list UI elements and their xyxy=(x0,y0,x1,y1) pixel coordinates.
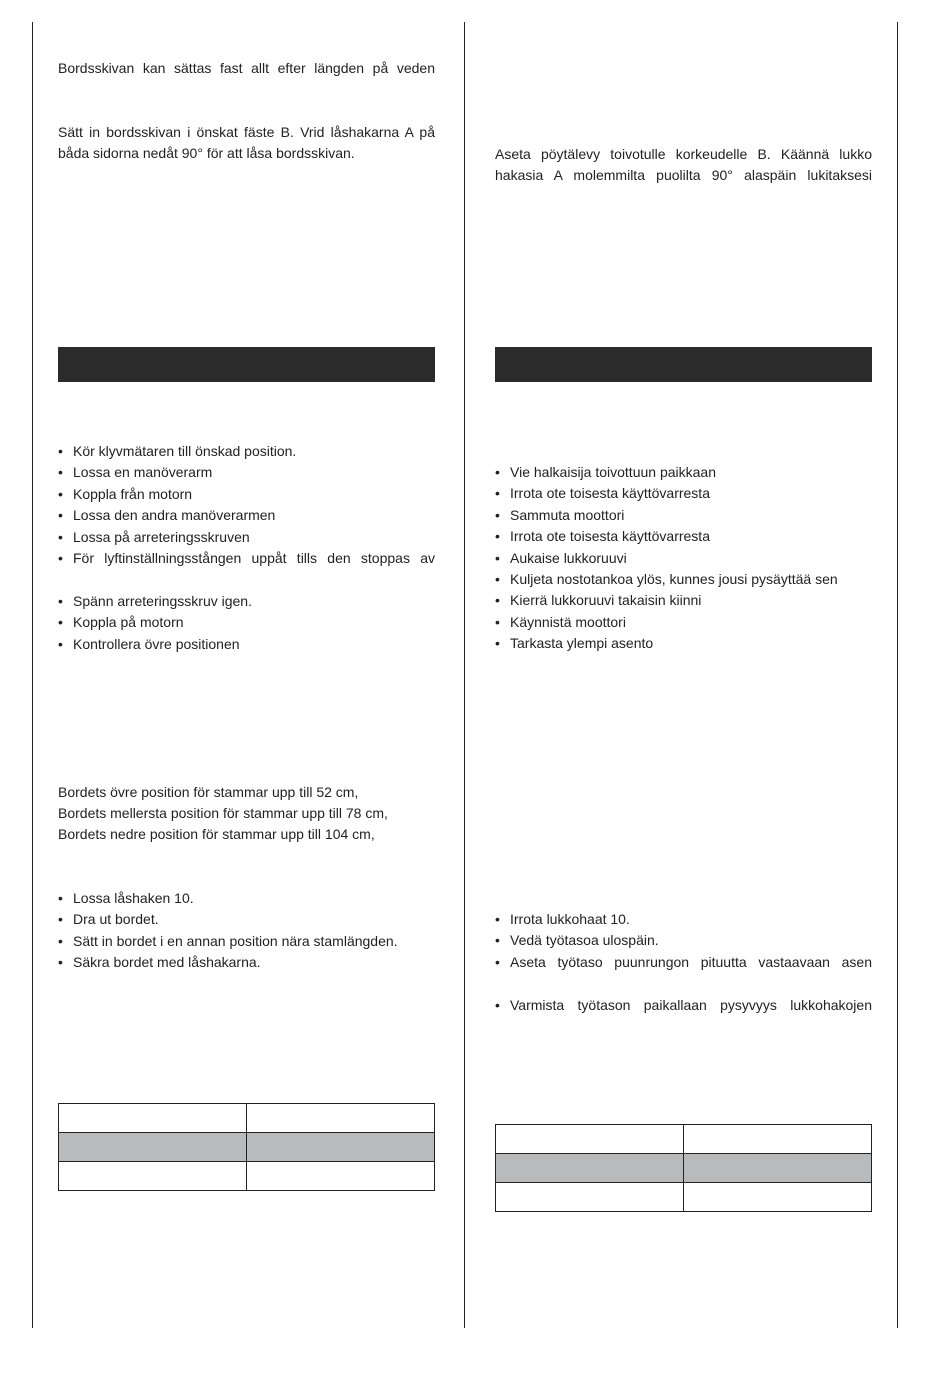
list-item: • Irrota lukkohaat 10. xyxy=(495,911,630,927)
table-cell xyxy=(59,1104,247,1133)
list-item: • Spänn arreteringsskruv igen. xyxy=(58,592,252,609)
mount-text-line-1: Aseta pöytälevy toivotulle korkeudelle B. Käännä lukko xyxy=(495,146,872,162)
list-item: • Kierrä lukkoruuvi takaisin kiinni xyxy=(495,592,702,609)
list-item: • Lossa på arreteringsskruven xyxy=(58,528,250,545)
table-row-shaded xyxy=(59,1133,435,1162)
adjustment-steps-list xyxy=(495,462,872,655)
list-item: • Käynnistä moottori xyxy=(495,613,626,630)
table-cell xyxy=(59,1133,247,1162)
list-item: • Koppla från motorn xyxy=(58,485,193,502)
mount-text-line-2: hakasia A molemmilta puolilta 90° alaspäin lukitaksesi xyxy=(495,167,872,183)
list-item: • Dra ut bordet. xyxy=(58,911,159,928)
table-cell xyxy=(496,1125,684,1154)
list-item: • Koppla på motorn xyxy=(58,614,184,631)
table-cell xyxy=(684,1183,872,1212)
table-cell xyxy=(496,1183,684,1212)
left-column xyxy=(58,0,435,1387)
table-row xyxy=(59,1104,435,1133)
list-spacer xyxy=(495,973,872,994)
list-item: • Lossa den andra manöverarmen xyxy=(58,507,276,524)
section-header-bar xyxy=(495,347,872,382)
center-divider-rule xyxy=(464,22,465,1328)
list-item: • Kuljeta nostotankoa ylös, kunnes jousi pysäyttää sen xyxy=(495,570,838,587)
table-cell xyxy=(247,1133,435,1162)
mount-text-line-2: båda sidorna nedåt 90° för att låsa bordsskivan. xyxy=(58,145,355,161)
list-item: • Vie halkaisija toivottuun paikkaan xyxy=(495,464,716,480)
list-item: • Vedä työtasoa ulospäin. xyxy=(495,932,659,949)
table-cell xyxy=(59,1162,247,1191)
empty-spec-table xyxy=(495,1124,872,1212)
left-margin-rule xyxy=(32,22,33,1328)
section-header-bar xyxy=(58,347,435,382)
mount-text-line-1: Sätt in bordsskivan i önskat fäste B. Vrid låshakarna A på xyxy=(58,124,435,140)
right-margin-rule xyxy=(897,22,898,1328)
empty-spec-table xyxy=(58,1103,435,1191)
table-change-steps-list xyxy=(58,888,435,974)
list-item: • Irrota ote toisesta käyttövarresta xyxy=(495,485,710,502)
position-line-middle: Bordets mellersta position för stammar upp till 78 cm, xyxy=(58,805,388,821)
list-item: • För lyftinställningsstången uppåt tills den stoppas av xyxy=(58,549,435,566)
list-item: • Varmista työtason paikallaan pysyvyys lukkohakojen xyxy=(495,996,872,1013)
position-line-lower: Bordets nedre position för stammar upp till 104 cm, xyxy=(58,826,375,842)
table-cell xyxy=(247,1104,435,1133)
table-change-steps-list xyxy=(495,909,872,1016)
table-cell xyxy=(684,1154,872,1183)
list-item: • Säkra bordet med låshakarna. xyxy=(58,954,261,971)
table-cell xyxy=(496,1154,684,1183)
position-line-upper: Bordets övre position för stammar upp till 52 cm, xyxy=(58,784,359,800)
list-spacer xyxy=(58,569,435,590)
right-column xyxy=(495,0,872,1387)
list-item: • Aseta työtaso puunrungon pituutta vastaavaan asen xyxy=(495,953,872,970)
list-item: • Tarkasta ylempi asento xyxy=(495,635,654,652)
list-item: • Lossa en manöverarm xyxy=(58,464,213,481)
intro-text: Bordsskivan kan sättas fast allt efter längden på veden xyxy=(58,60,435,76)
list-item: • Lossa låshaken 10. xyxy=(58,890,194,906)
list-item: • Sammuta moottori xyxy=(495,506,625,523)
table-row xyxy=(496,1183,872,1212)
adjustment-steps-list xyxy=(58,441,435,655)
list-item: • Kontrollera övre positionen xyxy=(58,635,240,652)
table-row-shaded xyxy=(496,1154,872,1183)
table-row xyxy=(496,1125,872,1154)
list-item: • Aukaise lukkoruuvi xyxy=(495,549,627,566)
list-item: • Kör klyvmätaren till önskad position. xyxy=(58,443,297,459)
table-cell xyxy=(684,1125,872,1154)
list-item: • Irrota ote toisesta käyttövarresta xyxy=(495,528,710,545)
list-item: • Sätt in bordet i en annan position nära stamlängden. xyxy=(58,932,398,949)
table-cell xyxy=(247,1162,435,1191)
table-row xyxy=(59,1162,435,1191)
